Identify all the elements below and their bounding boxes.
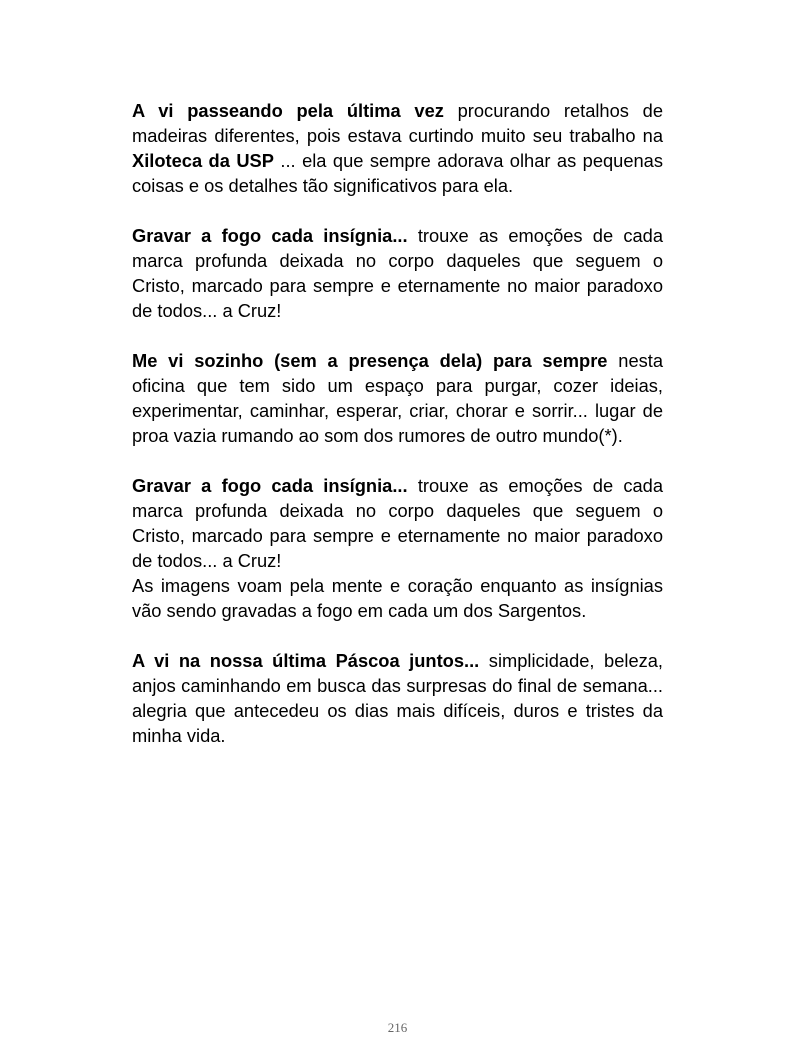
page-number: 216 [387, 1020, 408, 1035]
paragraph-3 [132, 348, 663, 448]
paragraph-4 [132, 473, 663, 623]
paragraph-1-bold-1: A vi passeando pela última vez [132, 100, 444, 121]
paragraph-3-text-1: nesta oficina que tem sido um espaço para purgar, cozer ideias, experimentar, caminhar, esperar, criar, chorar e sorrir... lugar de proa vazia rumando ao som dos rumores de outro mundo(*). [132, 350, 663, 446]
paragraph-4-text-1: trouxe as emoções de cada marca profunda deixada no corpo daqueles que seguem o Cristo, marcado para sempre e eternamente no maior paradoxo de todos... a Cruz! [132, 475, 663, 571]
paragraph-2 [132, 223, 663, 323]
page-body [132, 98, 663, 773]
paragraph-1-text-1: procurando retalhos de madeiras diferentes, pois estava curtindo muito seu trabalho na [132, 100, 663, 146]
paragraph-5-bold-1: A vi na nossa última Páscoa juntos... [132, 650, 480, 671]
paragraph-5-text-1: simplicidade, beleza, anjos caminhando em busca das surpresas do final de semana... alegria que antecedeu os dias mais difíceis, duros e tristes da minha vida. [132, 650, 663, 746]
paragraph-4-line-1 [132, 473, 663, 573]
paragraph-5 [132, 648, 663, 748]
paragraph-4-bold-1: Gravar a fogo cada insígnia... [132, 475, 408, 496]
paragraph-1-bold-2: Xiloteca da USP [132, 150, 274, 171]
paragraph-4-line-2: As imagens voam pela mente e coração enquanto as insígnias vão sendo gravadas a fogo em cada um dos Sargentos. [132, 575, 663, 621]
paragraph-3-bold-1: Me vi sozinho (sem a presença dela) para sempre [132, 350, 608, 371]
paragraph-1 [132, 98, 663, 198]
paragraph-2-bold-1: Gravar a fogo cada insígnia... [132, 225, 408, 246]
paragraph-1-text-2: ... ela que sempre adorava olhar as pequenas coisas e os detalhes tão significativos para ela. [132, 150, 663, 196]
paragraph-2-text-1: trouxe as emoções de cada marca profunda deixada no corpo daqueles que seguem o Cristo, marcado para sempre e eternamente no maior paradoxo de todos... a Cruz! [132, 225, 663, 321]
